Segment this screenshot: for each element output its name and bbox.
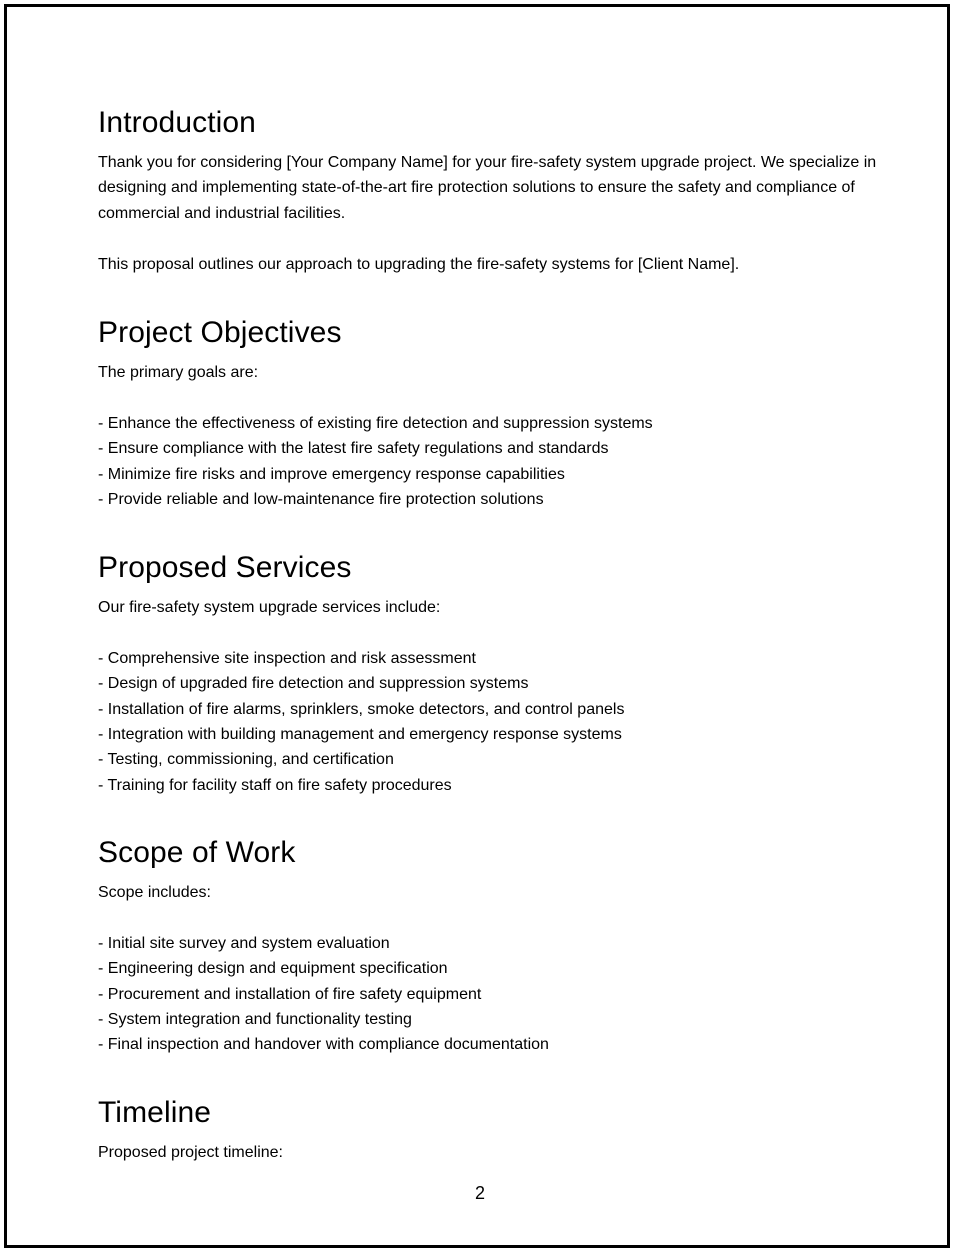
section-services bbox=[98, 548, 878, 798]
list-item: - System integration and functionality testing bbox=[98, 1011, 412, 1029]
objectives-intro: The primary goals are: bbox=[98, 364, 259, 381]
section-objectives bbox=[98, 313, 878, 512]
list-item: - Training for facility staff on fire safety procedures bbox=[98, 776, 452, 794]
section-title-timeline: Timeline bbox=[98, 1096, 212, 1129]
timeline-intro: Proposed project timeline: bbox=[98, 1144, 283, 1161]
scope-intro: Scope includes: bbox=[98, 884, 211, 901]
list-item: - Provide reliable and low-maintenance fire protection solutions bbox=[98, 491, 544, 509]
section-scope bbox=[98, 833, 878, 1058]
list-item: - Ensure compliance with the latest fire safety regulations and standards bbox=[98, 440, 609, 458]
section-title-objectives: Project Objectives bbox=[98, 316, 342, 349]
introduction-paragraph-1: Thank you for considering [Your Company Name] for your fire-safety system upgrade project. We specialize in designing and implementing state-of-the-art fire protection solutions to ensure the safety and compliance of commercial and industrial facilities. bbox=[98, 154, 877, 222]
list-item: - Testing, commissioning, and certification bbox=[98, 751, 394, 769]
list-item: - Engineering design and equipment specification bbox=[98, 960, 448, 978]
section-title-introduction: Introduction bbox=[98, 106, 256, 139]
page-number: 2 bbox=[474, 1183, 485, 1203]
document-page bbox=[4, 4, 950, 1248]
list-item: - Installation of fire alarms, sprinklers, smoke detectors, and control panels bbox=[98, 700, 625, 718]
scope-list bbox=[98, 931, 878, 1058]
list-item: - Minimize fire risks and improve emergency response capabilities bbox=[98, 465, 565, 483]
list-item: - Design of upgraded fire detection and suppression systems bbox=[98, 675, 529, 693]
services-intro: Our fire-safety system upgrade services include: bbox=[98, 599, 441, 616]
list-item: - Procurement and installation of fire safety equipment bbox=[98, 985, 482, 1003]
section-title-scope: Scope of Work bbox=[98, 836, 296, 869]
section-timeline bbox=[98, 1093, 878, 1165]
list-item: - Initial site survey and system evaluation bbox=[98, 934, 390, 952]
objectives-list bbox=[98, 411, 878, 513]
list-item: - Enhance the effectiveness of existing fire detection and suppression systems bbox=[98, 414, 653, 432]
list-item: - Integration with building management and emergency response systems bbox=[98, 726, 622, 744]
list-item: - Comprehensive site inspection and risk assessment bbox=[98, 649, 476, 667]
list-item: - Final inspection and handover with compliance documentation bbox=[98, 1036, 549, 1054]
section-title-services: Proposed Services bbox=[98, 551, 352, 584]
introduction-paragraph-2: This proposal outlines our approach to upgrading the fire-safety systems for [Client Name]. bbox=[98, 255, 740, 273]
section-introduction bbox=[98, 103, 878, 277]
services-list bbox=[98, 646, 878, 798]
